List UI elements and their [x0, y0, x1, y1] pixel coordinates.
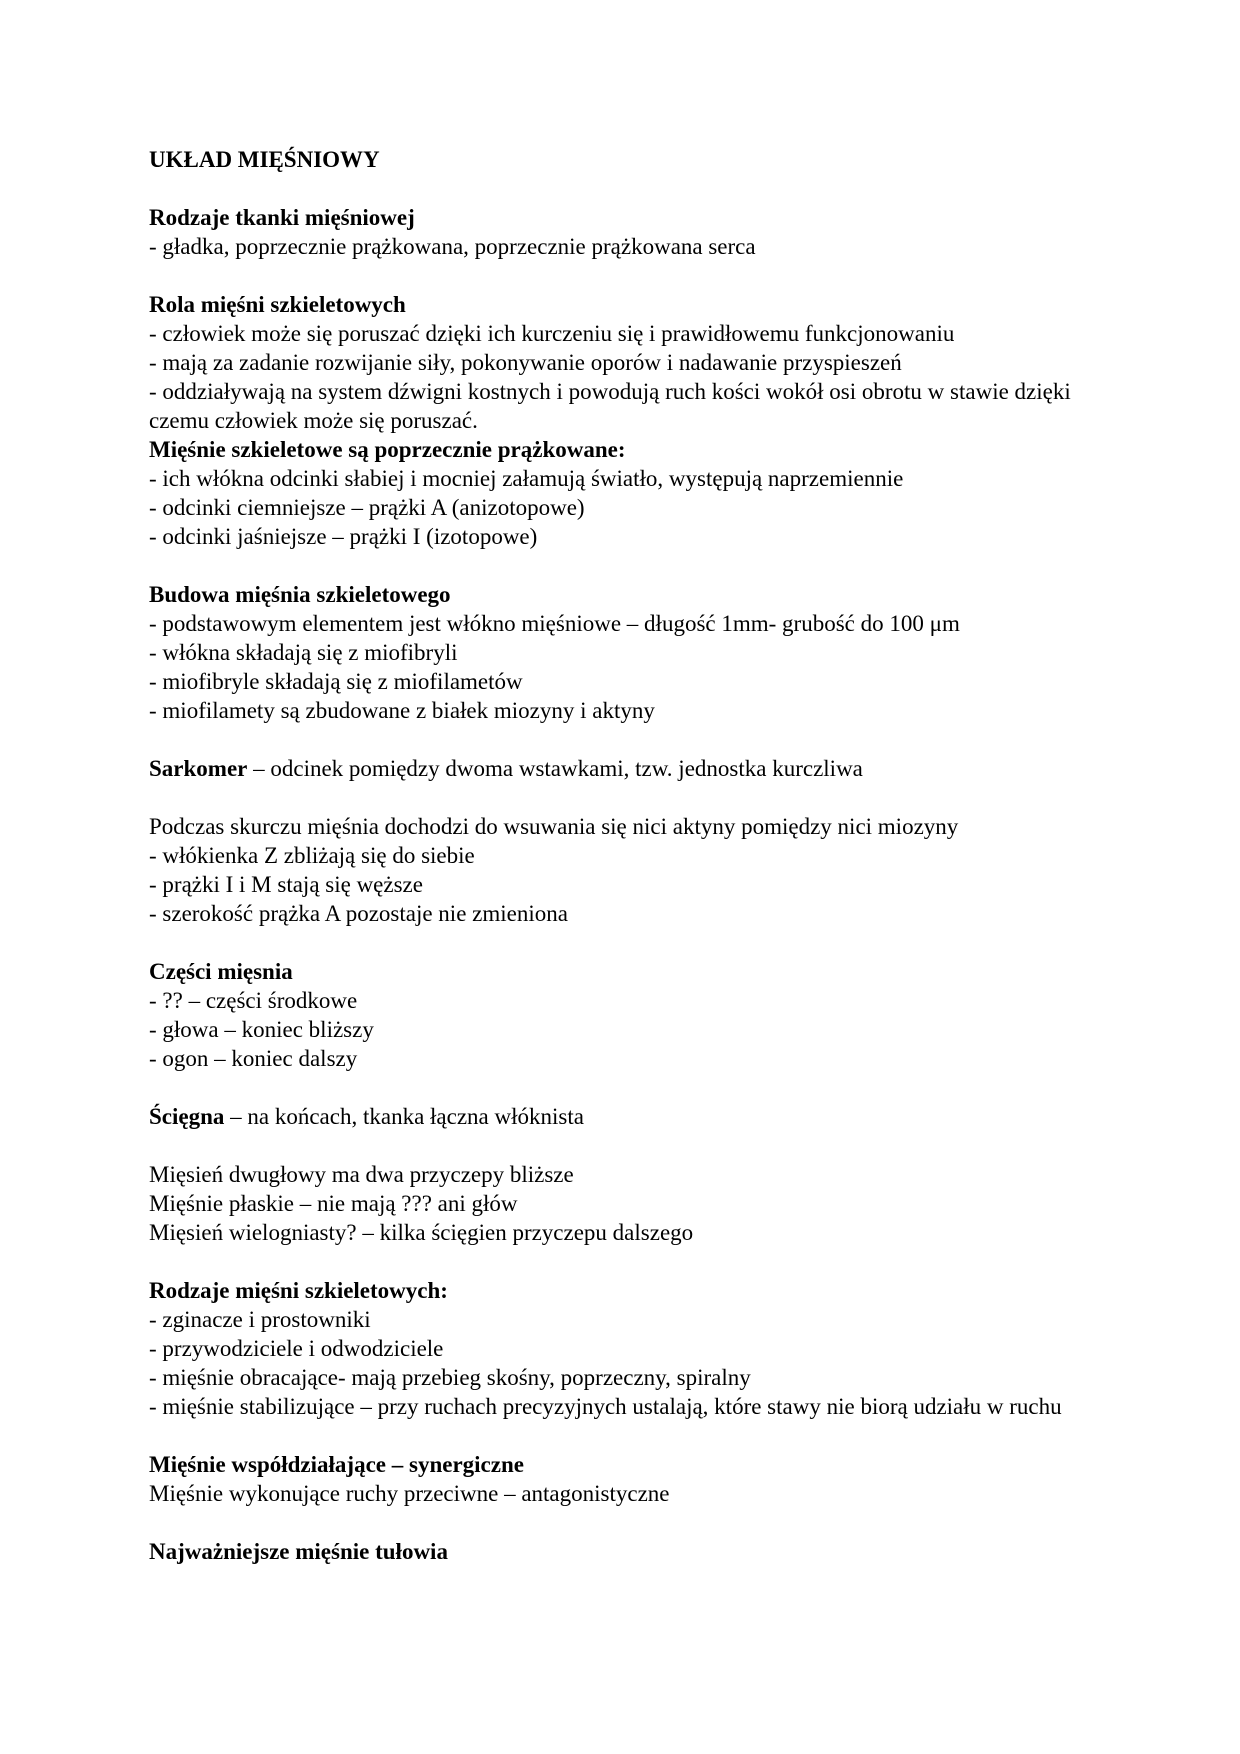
sarkomer-text: – odcinek pomiędzy dwoma wstawkami, tzw. jednostka kurczliwa	[247, 756, 863, 781]
text-line: Mięśnie wykonujące ruchy przeciwne – antagonistyczne	[149, 1481, 670, 1506]
spacer	[149, 725, 1109, 754]
text-line: - podstawowym elementem jest włókno mięśniowe – długość 1mm- grubość do 100 μm	[149, 611, 960, 636]
sciegna-definition	[149, 1102, 1109, 1131]
text-line: - przywodziciele i odwodziciele	[149, 1336, 444, 1361]
text-line: Mięsień dwugłowy ma dwa przyczepy bliższe	[149, 1162, 574, 1187]
spacer	[149, 783, 1109, 812]
text-line: - miofilamety są zbudowane z białek miozyny i aktyny	[149, 698, 655, 723]
heading-budowa: Budowa mięśnia szkieletowego	[149, 582, 451, 607]
document-title: UKŁAD MIĘŚNIOWY	[149, 147, 380, 172]
text-line: Mięsień wielogniasty? – kilka ścięgien przyczepu dalszego	[149, 1220, 694, 1245]
text-line: - zginacze i prostowniki	[149, 1307, 371, 1332]
spacer	[149, 174, 1109, 203]
sarkomer-definition	[149, 754, 1109, 783]
spacer	[149, 928, 1109, 957]
text-line: - odcinki jaśniejsze – prążki I (izotopowe)	[149, 524, 538, 549]
skurcz-intro: Podczas skurczu mięśnia dochodzi do wsuwania się nici aktyny pomiędzy nici miozyny	[149, 814, 959, 839]
heading-rodzaje-tkanki: Rodzaje tkanki mięśniowej	[149, 205, 415, 230]
spacer	[149, 261, 1109, 290]
spacer	[149, 1508, 1109, 1537]
text-line: - ogon – koniec dalszy	[149, 1046, 358, 1071]
text-line: - włókienka Z zbliżają się do siebie	[149, 843, 475, 868]
text-line: - oddziaływają na system dźwigni kostnych i powodują ruch kości wokół osi obrotu w stawie dzięki czemu człowiek może się poruszać.	[149, 379, 1071, 433]
spacer	[149, 1421, 1109, 1450]
text-line: - mięśnie obracające- mają przebieg skośny, poprzeczny, spiralny	[149, 1365, 751, 1390]
spacer	[149, 551, 1109, 580]
heading-czesci: Części mięsnia	[149, 959, 293, 984]
text-line: - odcinki ciemniejsze – prążki A (anizotopowe)	[149, 495, 585, 520]
text-line: Mięśnie płaskie – nie mają ??? ani głów	[149, 1191, 518, 1216]
document-page	[149, 145, 1109, 1566]
text-line: - szerokość prążka A pozostaje nie zmieniona	[149, 901, 568, 926]
spacer	[149, 1131, 1109, 1160]
text-line: - głowa – koniec bliższy	[149, 1017, 374, 1042]
heading-rola: Rola mięśni szkieletowych	[149, 292, 406, 317]
sciegna-term: Ścięgna	[149, 1104, 225, 1129]
heading-rodzaje-miesni: Rodzaje mięśni szkieletowych:	[149, 1278, 448, 1303]
spacer	[149, 1073, 1109, 1102]
text-line: - ?? – części środkowe	[149, 988, 358, 1013]
text-line: - ich włókna odcinki słabiej i mocniej załamują światło, występują naprzemiennie	[149, 466, 904, 491]
text-line: - włókna składają się z miofibryli	[149, 640, 458, 665]
text-line: - miofibryle składają się z miofilametów	[149, 669, 523, 694]
heading-wspoldzialajace: Mięśnie współdziałające – synergiczne	[149, 1452, 524, 1477]
sarkomer-term: Sarkomer	[149, 756, 248, 781]
heading-poprzecznie: Mięśnie szkieletowe są poprzecznie prążkowane:	[149, 437, 626, 462]
text-line: - mają za zadanie rozwijanie siły, pokonywanie oporów i nadawanie przyspieszeń	[149, 350, 902, 375]
text-line: - mięśnie stabilizujące – przy ruchach precyzyjnych ustalają, które stawy nie biorą udziału w ruchu	[149, 1394, 1062, 1419]
text-line: - prążki I i M stają się węższe	[149, 872, 423, 897]
text-line: - gładka, poprzecznie prążkowana, poprzecznie prążkowana serca	[149, 234, 756, 259]
text-line: - człowiek może się poruszać dzięki ich kurczeniu się i prawidłowemu funkcjonowaniu	[149, 321, 955, 346]
heading-tulow: Najważniejsze mięśnie tułowia	[149, 1539, 448, 1564]
sciegna-text: – na końcach, tkanka łączna włóknista	[224, 1104, 584, 1129]
spacer	[149, 1247, 1109, 1276]
